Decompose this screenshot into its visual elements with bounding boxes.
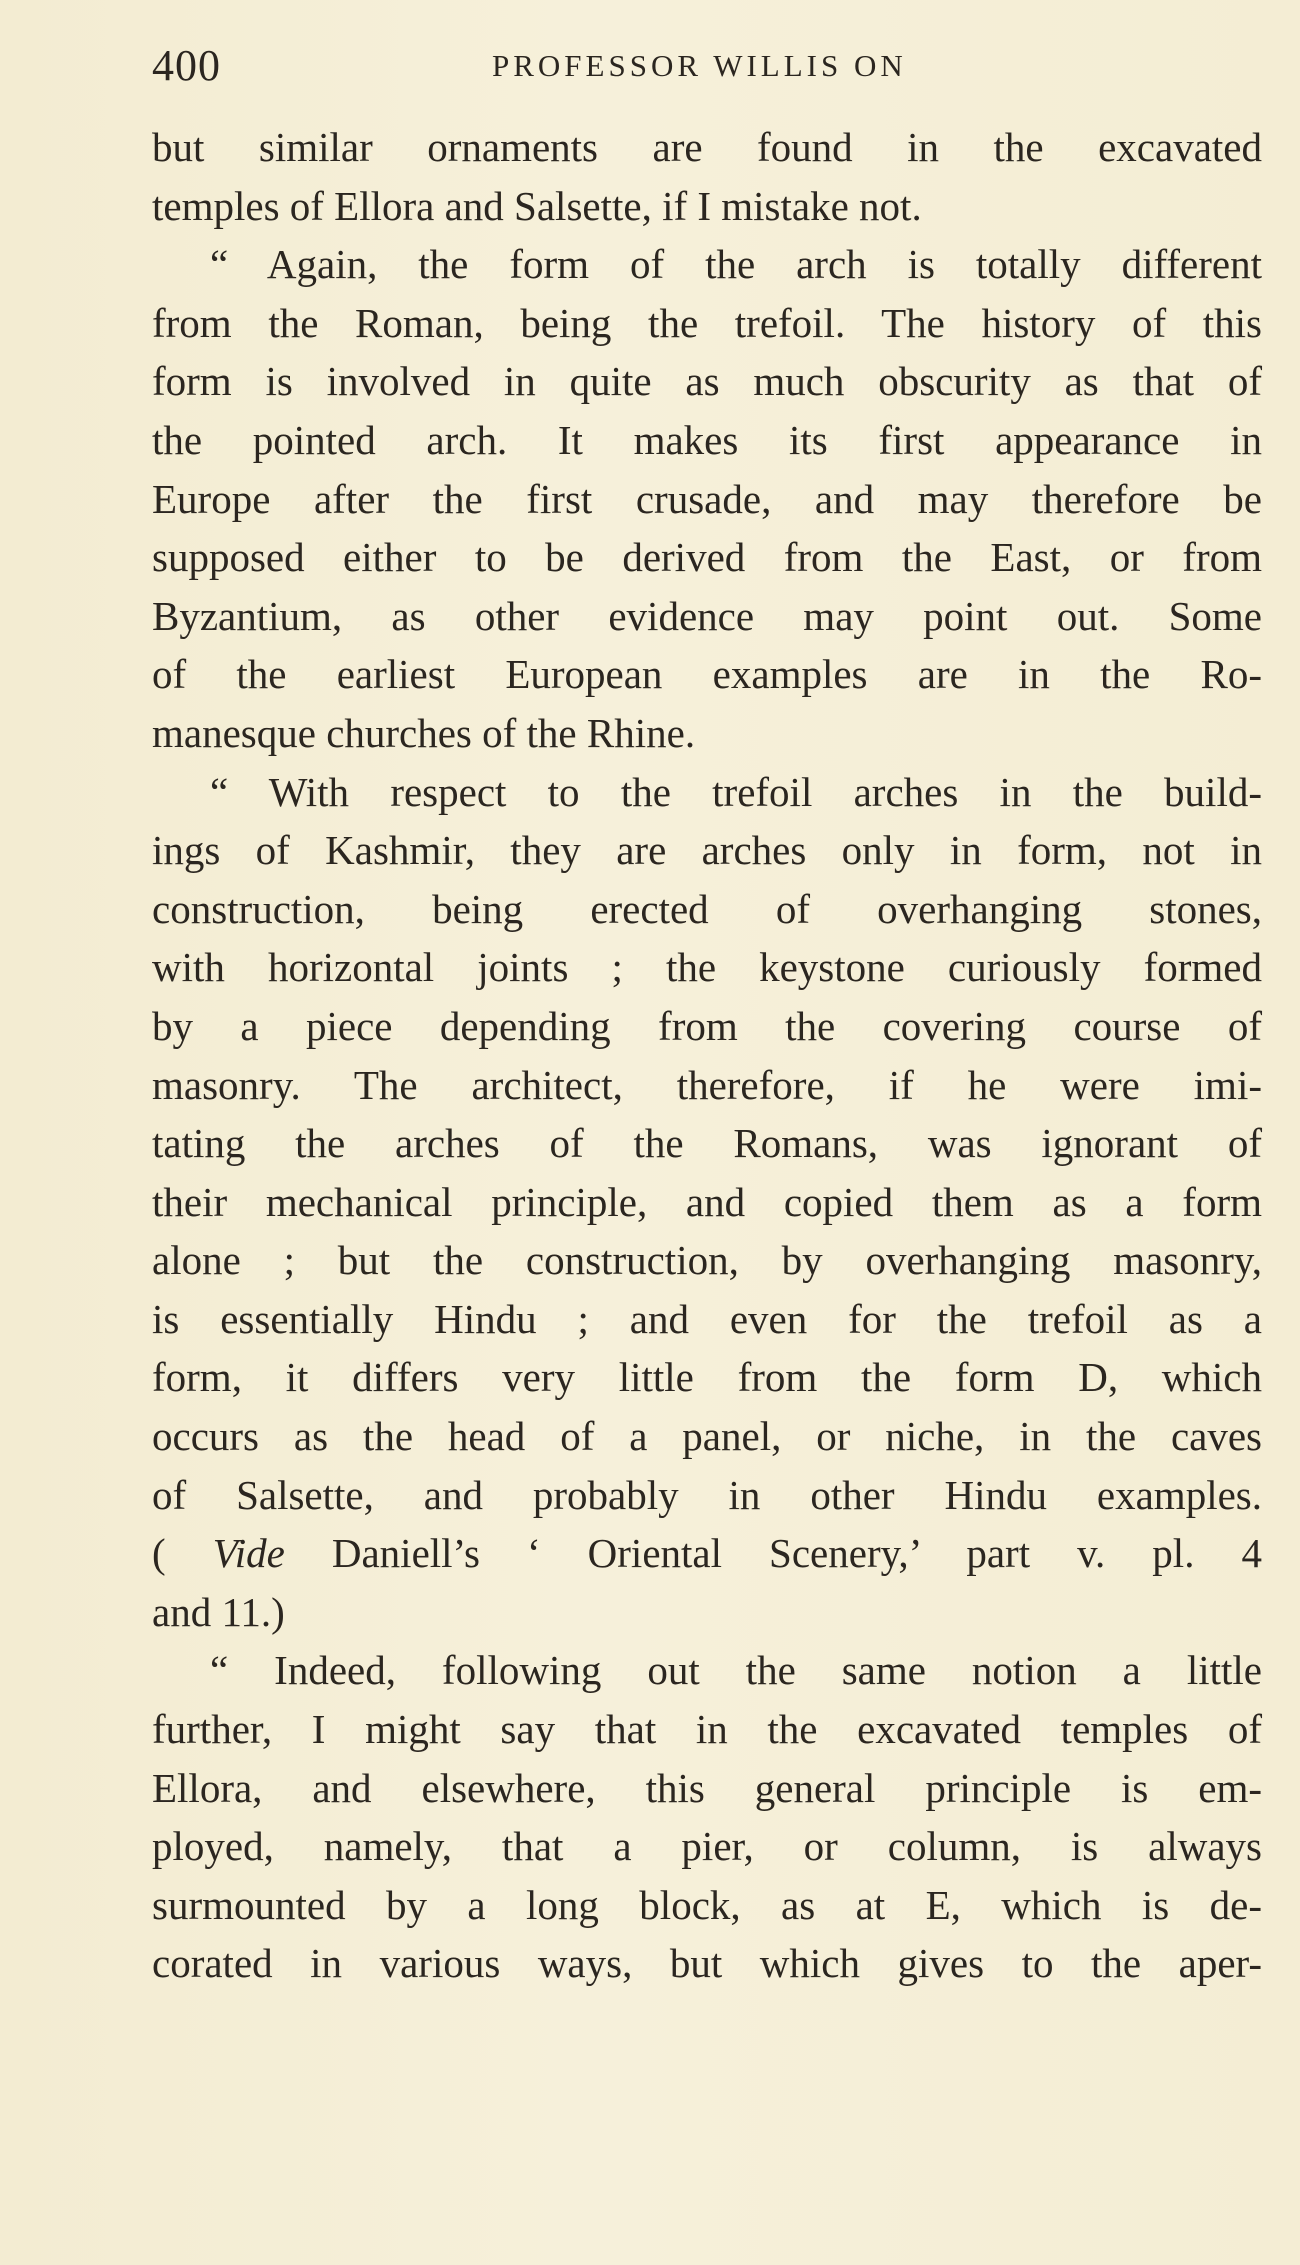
text-line: but similar ornaments are found in the excavated: [152, 124, 1262, 170]
text-line: is essentially Hindu ; and even for the trefoil as a: [152, 1295, 1262, 1342]
text-line: further, I might say that in the excavated temples of: [152, 1706, 1262, 1753]
text-line: supposed either to be derived from the East, or from: [152, 534, 1262, 581]
text-line: masonry. The architect, therefore, if he were imi-: [152, 1061, 1262, 1108]
text-line: form is involved in quite as much obscurity as that of: [152, 358, 1262, 405]
text-line: occurs as the head of a panel, or niche, in the caves: [152, 1413, 1262, 1460]
page-number: 400: [152, 41, 221, 90]
text-line: Europe after the first crusade, and may therefore be: [152, 475, 1262, 522]
text-line: and 11.): [152, 1588, 285, 1635]
text-line: “ Again, the form of the arch is totally different: [210, 241, 1262, 288]
text-line: surmounted by a long block, as at E, which is de-: [152, 1881, 1262, 1928]
text-line: manesque churches of the Rhine.: [152, 709, 696, 756]
text-line: from the Roman, being the trefoil. The history of this: [152, 299, 1262, 346]
running-head: PROFESSOR WILLIS ON: [492, 48, 907, 83]
text-line: Byzantium, as other evidence may point out. Some: [152, 592, 1262, 639]
text-line: ( Vide Daniell’s ‘ Oriental Scenery,’ part v. pl. 4: [152, 1530, 1262, 1577]
text-line: Ellora, and elsewhere, this general principle is em-: [152, 1764, 1262, 1811]
text-line: by a piece depending from the covering course of: [152, 1002, 1262, 1049]
text-line: “ With respect to the trefoil arches in the build-: [210, 768, 1262, 815]
page-header: [152, 40, 1262, 100]
text-line: their mechanical principle, and copied them as a form: [152, 1178, 1262, 1225]
text-line: ings of Kashmir, they are arches only in form, not in: [152, 827, 1262, 874]
text-line: “ Indeed, following out the same notion a little: [210, 1647, 1262, 1694]
text-line: alone ; but the construction, by overhanging masonry,: [152, 1237, 1262, 1284]
text-line: temples of Ellora and Salsette, if I mistake not.: [152, 182, 922, 229]
italic-word: Vide: [212, 1530, 285, 1577]
text-line: of the earliest European examples are in the Ro-: [152, 651, 1262, 698]
body-text: [152, 118, 1262, 1993]
text-line: of Salsette, and probably in other Hindu examples.: [152, 1471, 1262, 1518]
text-line: corated in various ways, but which gives to the aper-: [152, 1940, 1262, 1987]
text-line: the pointed arch. It makes its first appearance in: [152, 416, 1262, 463]
text-line: construction, being erected of overhanging stones,: [152, 885, 1262, 932]
text-line: ployed, namely, that a pier, or column, is always: [152, 1823, 1262, 1870]
text-line: form, it differs very little from the form D, which: [152, 1354, 1262, 1401]
text-line: tating the arches of the Romans, was ignorant of: [152, 1120, 1262, 1167]
text-line: with horizontal joints ; the keystone curiously formed: [152, 944, 1262, 991]
